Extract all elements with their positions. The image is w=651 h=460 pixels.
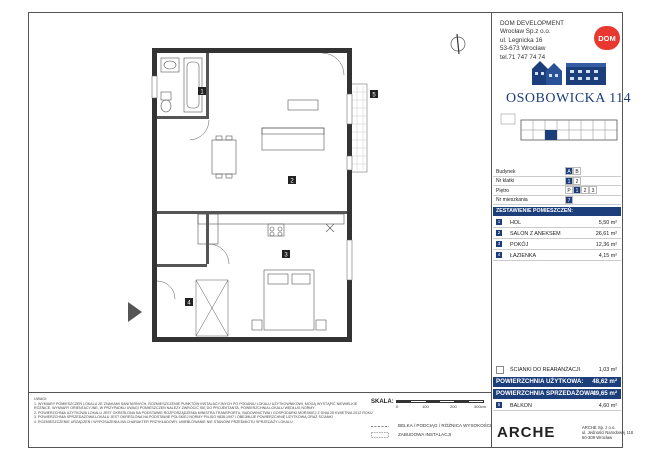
svg-text:1: 1 — [200, 89, 204, 96]
param-cell: P — [565, 186, 573, 194]
room-num: 3 — [497, 241, 501, 246]
scale-bar — [396, 400, 484, 403]
scale-label: SKALA: — [371, 399, 394, 405]
param-cell: 2 — [581, 186, 589, 194]
param-cell: 7 — [565, 196, 573, 204]
room-name: HOL — [510, 219, 522, 226]
sales-area-label: POWIERZCHNIA SPRZEDAŻOWA: — [496, 390, 597, 397]
room-num: 4 — [497, 252, 501, 257]
svg-text:2: 2 — [290, 178, 294, 185]
room-row — [493, 217, 621, 228]
disclaimer-heading: UWAGI: — [34, 397, 48, 401]
param-label: Budynek — [496, 168, 516, 175]
room-row — [493, 250, 621, 261]
param-cell: A — [565, 167, 573, 175]
room-num: 2 — [497, 230, 501, 235]
developer-address: ul. Legnicka 16 — [500, 36, 543, 44]
building-illustration — [530, 57, 608, 87]
sales-area-value: 49,65 m² — [592, 390, 617, 397]
legend-installation-text: ZABUDOWA INSTALACJI — [398, 432, 452, 437]
rearrangement-walls-label: ŚCIANKI DO REARANŻACJI — [510, 366, 581, 373]
disclaimer-line: 4. ROZMIESZCZENIE URZĄDZEŃ I WYPOSAŻENIA MA CHARAKTER PRZYKŁADOWY, UMEBLOWANIE NIE STANOWI PRZEDMIOTU SPRZEDAŻY LOKALU — [34, 419, 293, 424]
room-num: 1 — [497, 219, 501, 224]
scale-tick-3: 300cm — [474, 404, 487, 409]
room-name: POKÓJ — [510, 241, 529, 248]
developer-info — [500, 20, 564, 62]
architect-info — [582, 425, 633, 440]
project-name: OSOBOWICKA 114 — [506, 91, 632, 106]
beam-line-icon — [371, 424, 389, 429]
developer-phone: tel.71 747 74 74 — [500, 53, 546, 61]
architect-city: 50-309 Wrocław — [582, 435, 613, 440]
bedroom-furniture — [252, 270, 326, 330]
balcony-name: BALKON — [510, 402, 532, 409]
developer-city: 53-673 Wrocław — [500, 45, 546, 53]
room-row — [493, 228, 621, 239]
room-name: ŁAZIENKA — [510, 252, 537, 259]
param-cell: 1 — [565, 177, 573, 185]
room-label-4 — [198, 87, 206, 96]
param-row — [493, 196, 621, 206]
doors — [157, 53, 344, 299]
windows — [152, 76, 352, 280]
param-cell: 3 — [589, 186, 597, 194]
bathroom-fixtures — [161, 58, 202, 112]
rearrangement-walls-swatch — [496, 366, 504, 374]
svg-text:4: 4 — [187, 300, 191, 307]
usable-area-label: POWIERZCHNIA UŻYTKOWA: — [496, 378, 584, 385]
rooms-title: ZESTAWIENIE POMIESZCZEŃ: — [493, 207, 621, 216]
outer-walls — [152, 48, 352, 342]
room-label-3 — [282, 250, 290, 259]
sheet-divider-vertical — [491, 12, 492, 448]
entrance-arrow-icon — [128, 302, 142, 322]
legend-beam-text: BELKA / PODCIĄG / RÓŻNICA WYSOKOŚCI — [398, 423, 492, 428]
floor-plan — [120, 36, 376, 348]
usable-area-value: 48,62 m² — [592, 378, 617, 385]
scale-tick-0: 0 — [396, 404, 399, 409]
developer-name: DOM DEVELOPMENT — [500, 20, 565, 27]
disclaimer-line: RÓŻNICE. WYMIARY ORIENTACYJNE, W PRZYPADKU UWAGI POMIESZCZEŃ NALEŻY ZWRÓCIĆ SIĘ DO PROJEKTANTA. POWIERZCHNIA LOKALU WEDŁUG NORMY — [34, 406, 315, 411]
sheet-divider-horizontal — [28, 392, 491, 393]
architect-address: ul. Jedności Narodowej 118 — [582, 430, 634, 435]
param-row — [493, 177, 621, 187]
architect-company: ARCHE Sp. z o.o. — [582, 425, 616, 430]
sales-area-bar — [493, 389, 621, 399]
room-row — [493, 239, 621, 250]
hall-wardrobe — [196, 280, 228, 336]
param-row — [493, 167, 621, 177]
developer-logo: DOM — [594, 26, 620, 50]
architect-logo: ARCHE — [497, 424, 556, 441]
room-area: 26,61 m² — [595, 230, 617, 237]
param-cell: B — [573, 167, 581, 175]
param-cell: 1 — [573, 186, 581, 194]
room-name: SALON Z ANEKSEM — [510, 230, 561, 237]
param-row — [493, 186, 621, 196]
balcony-area: 4,60 m² — [598, 402, 617, 409]
disclaimer-line: 1. WYMIARY POMIESZCZEŃ LOKALU ZE ZNAKAMI SANITARNYCH, ROZMIESZCZENIE PUNKTÓW INSTALACYJNYCH PO PODANIU LOKALU UŻYTKOWNIKOWI, MOGĄ WYSTĄPIĆ NIEWIELKIE — [34, 401, 358, 406]
disclaimer-notes — [34, 397, 373, 425]
balcony-num: 5 — [497, 402, 501, 407]
room-label-2 — [288, 176, 296, 185]
rearrangement-walls-row — [493, 364, 621, 375]
room-label-1 — [185, 298, 193, 307]
disclaimer-line: 2. POWIERZCHNIA UŻYTKOWA LOKALU JEST OKREŚLONA NA PODSTAWIE ROZPORZĄDZENIA MINISTRA TRANSPORTU, BUDOWNICTWA I GOSPODARKI MORSKIEJ Z DNIA 25 KWIETNIA 2012 ROKU — [34, 410, 373, 415]
installation-line-icon — [371, 432, 389, 438]
param-label: Nr mieszkania — [496, 197, 528, 203]
room-area: 4,15 m² — [598, 252, 617, 259]
usable-area-bar — [493, 377, 621, 387]
key-plan — [497, 108, 619, 158]
svg-text:3: 3 — [284, 252, 288, 259]
disclaimer-line: 3. POWIERZCHNIA SPRZEDAŻOWA LOKALU JEST OKREŚLONA NA PODSTAWIE POLSKIEJ NORMY PN-ISO 9836:1997 I OBEJMUJE POWIERZCHNIĘ UŻYTKOWĄ ORAZ ŚCIANKI — [34, 415, 333, 420]
param-label: Nr klatki — [496, 178, 515, 184]
scale-tick-1: 100 — [422, 404, 429, 409]
svg-text:5: 5 — [372, 92, 376, 99]
unit-parameters — [493, 167, 621, 205]
room-area: 5,50 m² — [598, 219, 617, 226]
param-cell: 2 — [573, 177, 581, 185]
interior-walls — [157, 53, 347, 267]
room-label-5 — [370, 90, 378, 99]
kitchen-counter — [198, 214, 344, 244]
room-area: 12,36 m² — [595, 241, 617, 248]
developer-line-2: Wrocław Sp.z o.o. — [500, 28, 551, 36]
living-furniture — [212, 100, 324, 178]
param-label: Piętro — [496, 187, 510, 194]
compass-icon — [448, 34, 468, 54]
rearrangement-walls-area: 1,03 m² — [598, 366, 617, 373]
balcony-row — [493, 400, 621, 411]
scale-tick-2: 200 — [450, 404, 457, 409]
